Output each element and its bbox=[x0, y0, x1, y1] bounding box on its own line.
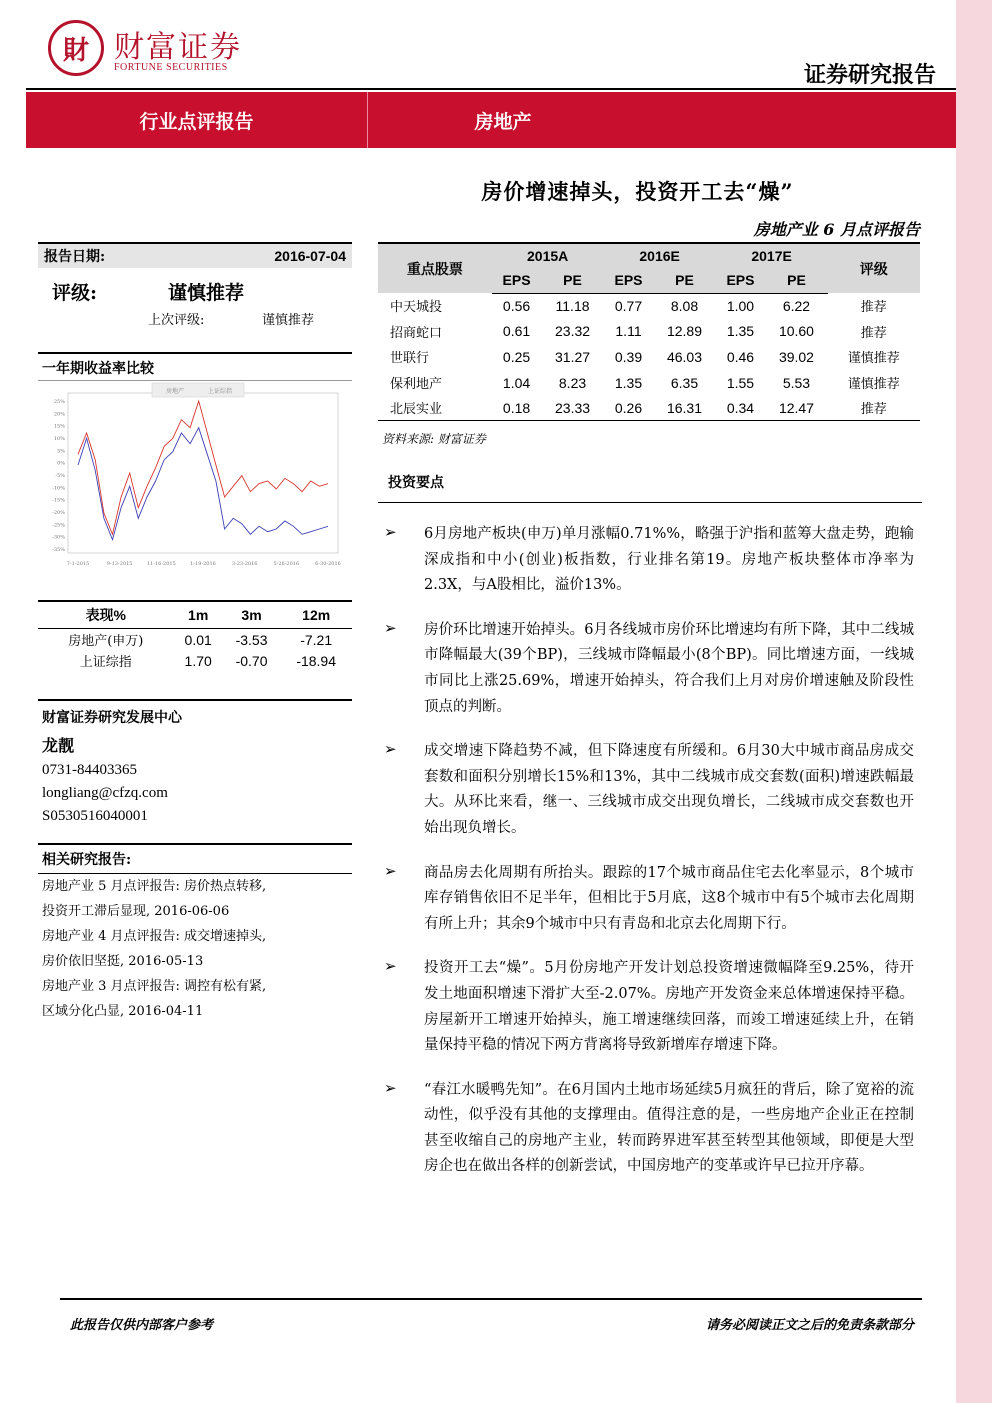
key-stocks-table bbox=[378, 242, 920, 421]
perf-header: 1m bbox=[174, 601, 223, 629]
bullet-arrow-icon: ➢ bbox=[384, 618, 397, 637]
stock-name: 中天城投 bbox=[390, 300, 443, 316]
metric-header: EPS bbox=[604, 268, 654, 293]
footer-rule bbox=[60, 1298, 922, 1300]
report-date-label: 报告日期: bbox=[44, 249, 106, 265]
stock-metric: 1.55 bbox=[726, 374, 755, 391]
x-tick-label: 3-23-2016 bbox=[231, 561, 258, 567]
y-tick-label: -25% bbox=[52, 522, 65, 529]
footer-note: 此报告仅供内部客户参考 bbox=[70, 1318, 214, 1333]
analyst-phone: 0731-84403365 bbox=[42, 762, 137, 778]
stock-name: 招商蛇口 bbox=[390, 325, 443, 341]
y-tick-label: -10% bbox=[52, 485, 65, 492]
category-band bbox=[26, 92, 956, 148]
related-report-line: 房价依旧坚挺, 2016-05-13 bbox=[42, 954, 204, 969]
stock-metric: 1.35 bbox=[726, 323, 755, 340]
rating-label: 评级: bbox=[52, 282, 98, 304]
y-tick-label: 10% bbox=[53, 436, 65, 442]
analyst-cert: S0530516040001 bbox=[42, 808, 148, 824]
chart-section-title: 一年期收益率比较 bbox=[38, 352, 352, 378]
bullet-text: “春江水暖鸭先知”。在6月国内土地市场延续5月疯狂的背后，除了宽裕的流动性，似乎没有其他的支撑理由。值得注意的是，一些房地产企业正在控制甚至收缩自己的房地产主业，转而跨界进军甚至转型其他领域，即便是大型房企也在做出各样的创新尝试，中国房地产的变革或许早已拉开序幕。 bbox=[424, 1081, 914, 1175]
prev-rating-value: 谨慎推荐 bbox=[262, 313, 315, 328]
y-tick-label: 0% bbox=[57, 460, 65, 467]
stock-name: 保利地产 bbox=[390, 377, 443, 393]
perf-header: 表现% bbox=[38, 601, 174, 629]
perf-1m: 0.01 bbox=[184, 631, 212, 648]
metric-header: PE bbox=[765, 268, 827, 293]
stock-metric: 0.25 bbox=[502, 348, 531, 365]
metric-header: PE bbox=[653, 268, 715, 293]
x-tick-label: 6-30-2016 bbox=[315, 561, 341, 567]
related-report-line: 房地产业 5 月点评报告: 房价热点转移, bbox=[42, 879, 267, 894]
stock-metric: 16.31 bbox=[653, 395, 715, 421]
prev-rating-label: 上次评级: bbox=[148, 313, 205, 328]
perf-3m: -0.70 bbox=[235, 652, 268, 669]
table-row bbox=[38, 629, 352, 651]
header-rule bbox=[26, 88, 956, 90]
analyst-name: 龙靓 bbox=[42, 736, 75, 755]
perf-1m: 1.70 bbox=[184, 652, 212, 669]
performance-table bbox=[38, 600, 352, 671]
stock-metric: 0.56 bbox=[502, 298, 531, 315]
stock-metric: 8.23 bbox=[558, 374, 587, 391]
stock-metric: 0.77 bbox=[614, 298, 643, 315]
y-tick-label: -20% bbox=[52, 510, 65, 516]
stock-metric: 31.27 bbox=[555, 348, 591, 365]
stock-metric: 0.61 bbox=[502, 323, 531, 340]
metric-header: PE bbox=[541, 268, 603, 293]
bullet-item bbox=[384, 618, 914, 720]
return-chart-svg bbox=[38, 381, 352, 591]
legend-label: 上证综指 bbox=[208, 388, 233, 395]
bullet-text: 商品房去化周期有所抬头。跟踪的17个城市商品住宅去化率显示，8个城市库存销售依旧不足半年，但相比于5月底，这8个城市中有5个城市去化周期有所上升；其余9个城市中只有青岛和北京去化周期下行。 bbox=[424, 864, 914, 932]
section-rule bbox=[378, 502, 922, 503]
stock-metric: 10.60 bbox=[778, 323, 814, 340]
stock-name: 世联行 bbox=[390, 351, 430, 367]
y-tick-label: 15% bbox=[53, 423, 65, 430]
year-header: 2016E bbox=[604, 243, 716, 268]
y-tick-label: 20% bbox=[53, 411, 65, 418]
logo-mark-icon: 財 bbox=[48, 20, 104, 76]
related-report-line: 房地产业 3 月点评报告: 调控有松有紧, bbox=[42, 979, 267, 994]
stock-metric: 12.89 bbox=[666, 323, 703, 340]
perf-name: 房地产(申万) bbox=[68, 634, 144, 649]
x-tick-label: 5-26-2016 bbox=[273, 561, 300, 567]
left-sidebar bbox=[38, 242, 352, 1024]
rating-row bbox=[38, 278, 352, 305]
bullet-text: 6月房地产板块(申万)单月涨幅0.71%%，略强于沪指和蓝筹大盘走势，跑输深成指和中小(创业)板指数，行业排名第19。房地产板块整体市净率为2.3X，与A股相比，溢价13%。 bbox=[424, 526, 914, 594]
bullet-item bbox=[384, 861, 914, 938]
stock-metric: 0.18 bbox=[492, 395, 542, 421]
perf-header: 12m bbox=[280, 601, 352, 629]
perf-name: 上证综指 bbox=[79, 655, 132, 670]
bullet-text: 房价环比增速开始掉头。6月各线城市房价环比增速均有所下降，其中二线城市降幅最大(39个BP)，三线城市降幅最小(8个BP)。同比增速方面，一线城市同比上涨25.69%，增速开始掉头，符合我们上月对房价增速触及阶段性顶点的判断。 bbox=[424, 621, 914, 715]
year-header: 2015A bbox=[492, 243, 604, 268]
x-tick-label: 7-1-2015 bbox=[66, 561, 90, 567]
bullet-arrow-icon: ➢ bbox=[384, 740, 397, 759]
stock-metric: 6.22 bbox=[782, 298, 811, 315]
year-header: 2017E bbox=[716, 243, 828, 268]
perf-12m: -18.94 bbox=[296, 652, 337, 669]
stock-metric: 1.35 bbox=[614, 374, 643, 391]
table-source: 资料来源: 财富证券 bbox=[382, 432, 486, 446]
band-sector: 房地产 bbox=[474, 110, 532, 133]
y-tick-label: 25% bbox=[53, 399, 65, 405]
return-chart bbox=[38, 380, 352, 590]
rating-value: 谨慎推荐 bbox=[168, 282, 245, 304]
y-tick-label: 5% bbox=[57, 448, 65, 455]
stock-metric: 0.26 bbox=[604, 395, 654, 421]
x-tick-label: 9-13-2015 bbox=[106, 561, 133, 567]
right-margin-strip bbox=[956, 0, 992, 1403]
stock-metric: 0.46 bbox=[726, 348, 755, 365]
logo-name-cn: 财富证券 bbox=[114, 30, 242, 65]
stock-rating: 推荐 bbox=[860, 325, 887, 341]
company-logo bbox=[48, 18, 268, 80]
bullet-arrow-icon: ➢ bbox=[384, 957, 397, 976]
stock-metric: 23.33 bbox=[541, 395, 603, 421]
report-date-value: 2016-07-04 bbox=[274, 248, 346, 264]
table-row bbox=[378, 395, 920, 421]
bullet-arrow-icon: ➢ bbox=[384, 1078, 397, 1097]
logo-name-en: FORTUNE SECURITIES bbox=[114, 62, 228, 73]
stock-metric: 46.03 bbox=[666, 348, 703, 365]
related-report-line: 投资开工滞后显现, 2016-06-06 bbox=[42, 904, 230, 919]
stock-metric: 5.53 bbox=[782, 374, 811, 391]
legend-label: 房地产 bbox=[166, 388, 185, 395]
metric-header: EPS bbox=[716, 268, 766, 293]
table-row bbox=[378, 293, 920, 319]
table-row bbox=[38, 650, 352, 671]
investment-bullets bbox=[384, 522, 914, 1199]
bullet-item bbox=[384, 956, 914, 1058]
stock-metric: 39.02 bbox=[778, 348, 814, 365]
stock-rating: 谨慎推荐 bbox=[847, 351, 900, 367]
report-title: 房价增速掉头，投资开工去“燥” bbox=[481, 179, 794, 204]
bullet-item bbox=[384, 739, 914, 841]
investment-highlights-title: 投资要点 bbox=[388, 475, 444, 491]
stock-rating: 谨慎推荐 bbox=[847, 377, 900, 393]
analyst-email[interactable]: longliang@cfzq.com bbox=[42, 785, 168, 801]
y-tick-label: -30% bbox=[52, 534, 65, 541]
related-report-line: 区域分化凸显, 2016-04-11 bbox=[42, 1004, 204, 1019]
stock-name: 北辰实业 bbox=[378, 395, 492, 421]
y-tick-label: -5% bbox=[55, 473, 65, 479]
stock-metric: 1.04 bbox=[502, 374, 531, 391]
stock-header: 重点股票 bbox=[378, 243, 492, 293]
x-tick-label: 11-16-2015 bbox=[146, 561, 176, 567]
stock-metric: 0.39 bbox=[614, 348, 643, 365]
stock-rating: 推荐 bbox=[860, 300, 887, 316]
stock-metric: 23.32 bbox=[555, 323, 591, 340]
band-category: 行业点评报告 bbox=[26, 92, 368, 148]
rating-header: 评级 bbox=[828, 243, 920, 293]
report-type: 证券研究报告 bbox=[803, 62, 936, 88]
report-date-row bbox=[38, 242, 352, 268]
bullet-arrow-icon: ➢ bbox=[384, 861, 397, 880]
table-row bbox=[378, 344, 920, 370]
table-row bbox=[378, 370, 920, 396]
stock-rating: 推荐 bbox=[828, 395, 920, 421]
stock-metric: 12.47 bbox=[765, 395, 827, 421]
table-row bbox=[378, 319, 920, 345]
y-tick-label: -35% bbox=[52, 547, 65, 553]
metric-header: EPS bbox=[492, 268, 542, 293]
bullet-item bbox=[384, 522, 914, 599]
related-reports-title: 相关研究报告: bbox=[38, 843, 352, 874]
research-center: 财富证券研究发展中心 bbox=[38, 699, 352, 727]
x-tick-label: 1-19-2016 bbox=[190, 561, 216, 567]
stock-metric: 1.11 bbox=[615, 323, 642, 340]
y-tick-label: -15% bbox=[52, 497, 65, 504]
stock-metric: 8.08 bbox=[670, 298, 699, 315]
report-subtitle: 房地产业 6 月点评报告 bbox=[753, 220, 920, 239]
stock-metric: 1.00 bbox=[726, 298, 755, 315]
stock-metric: 0.34 bbox=[716, 395, 766, 421]
bullet-text: 成交增速下降趋势不减，但下降速度有所缓和。6月30大中城市商品房成交套数和面积分别增长15%和13%，其中二线城市成交套数(面积)增速跌幅最大。从环比来看，继一、三线城市成交出现负增长，二线城市成交套数也开始出现负增长。 bbox=[424, 743, 914, 836]
related-report-line: 房地产业 4 月点评报告: 成交增速掉头, bbox=[42, 929, 267, 944]
stock-metric: 6.35 bbox=[670, 374, 699, 391]
perf-12m: -7.21 bbox=[300, 631, 333, 648]
perf-3m: -3.53 bbox=[235, 631, 268, 648]
stock-metric: 11.18 bbox=[555, 298, 590, 315]
bullet-text: 投资开工去“燥”。5月份房地产开发计划总投资增速微幅降至9.25%，待开发土地面积增速下滑扩大至-2.07%。房地产开发资金来总体增速保持平稳。房屋新开工增速开始掉头，施工增速继续回落，而竣工增速延续上升，在销量保持平稳的情况下两方背离将导致新增库存增速下降。 bbox=[424, 960, 914, 1054]
bullet-item bbox=[384, 1078, 914, 1180]
bullet-arrow-icon: ➢ bbox=[384, 523, 397, 541]
prev-rating-row bbox=[38, 309, 352, 328]
perf-header: 3m bbox=[223, 601, 281, 629]
footer-disclaimer: 请务必阅读正文之后的免责条款部分 bbox=[705, 1318, 914, 1333]
